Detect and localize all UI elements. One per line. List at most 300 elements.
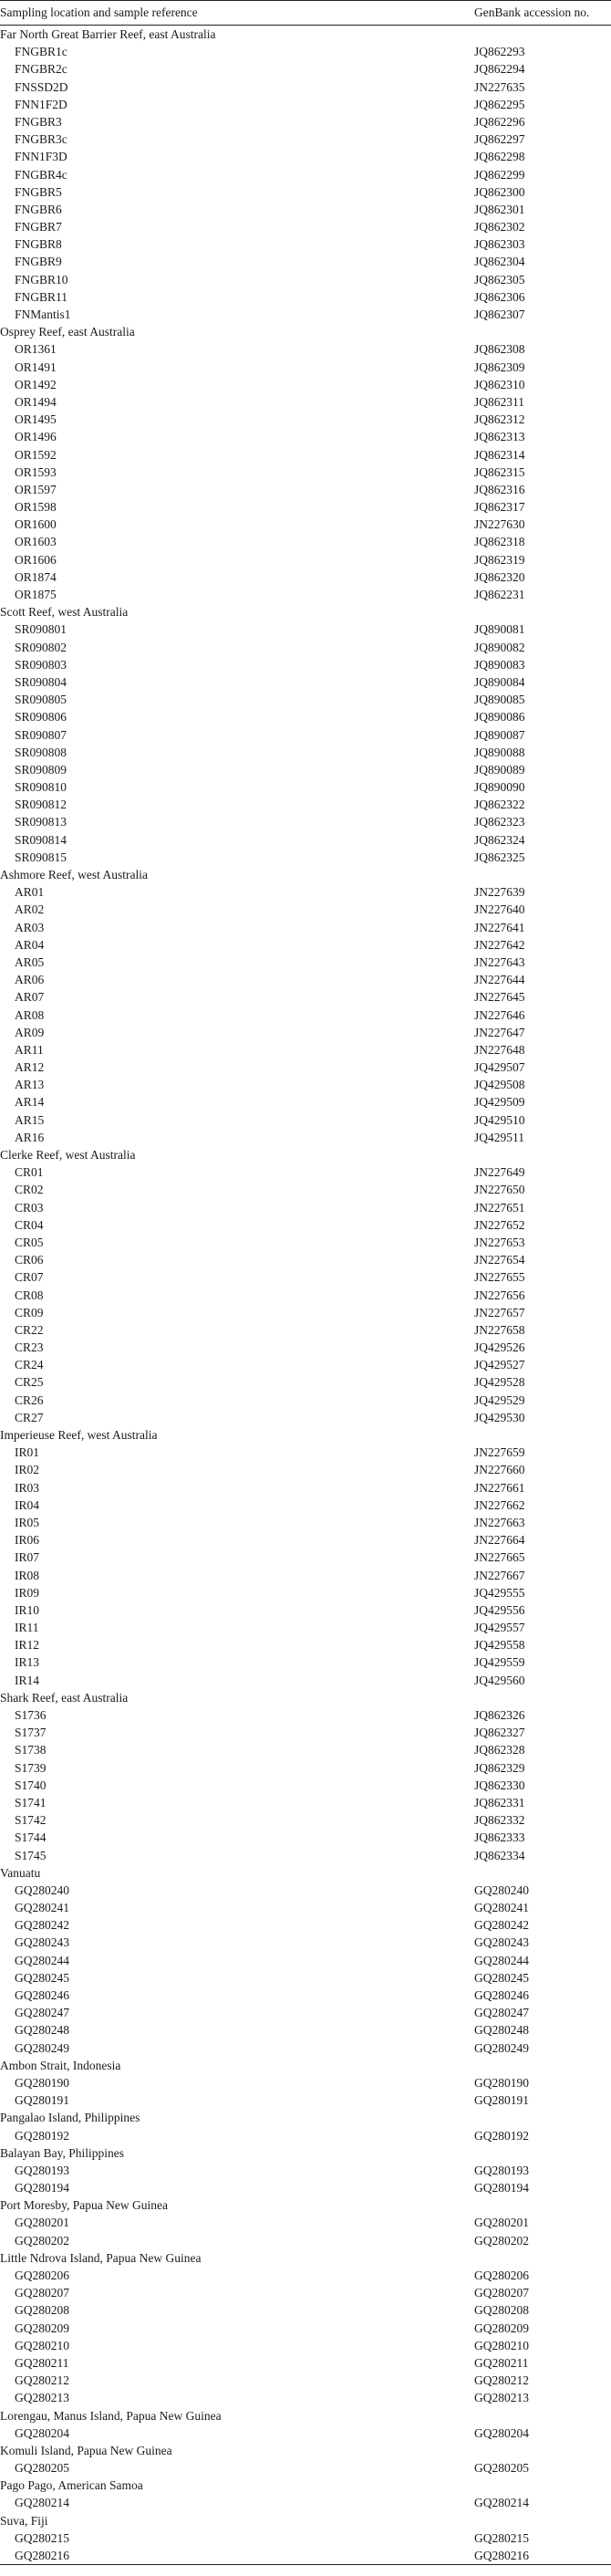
genbank-accession: GQ280243 [474,1935,529,1950]
location-row [0,2196,611,2214]
sample-row [0,1706,611,1724]
genbank-accession: JN227647 [474,1025,525,1039]
sample-reference: IR11 [15,1621,39,1635]
location-row [0,1146,611,1163]
sample-row [0,1059,611,1076]
genbank-accession: JN227641 [474,920,525,934]
sample-row [0,2232,611,2249]
sample-row [0,778,611,796]
sample-reference: IR09 [15,1585,39,1600]
sample-row [0,919,611,936]
sample-row [0,1461,611,1478]
location-row [0,2249,611,2267]
sample-reference: CR26 [15,1392,44,1407]
genbank-accession: GQ280211 [474,2355,529,2370]
sample-row [0,1653,611,1671]
sample-reference: IR06 [15,1533,39,1548]
sample-reference: IR03 [15,1480,39,1495]
location-name: Ashmore Reef, west Australia [0,868,148,881]
sample-row [0,586,611,603]
sample-reference: GQ280248 [15,2023,69,2038]
sample-reference: CR08 [15,1288,44,1302]
sample-row [0,1619,611,1636]
sample-row [0,2337,611,2354]
genbank-accession: JQ862301 [474,202,525,216]
genbank-accession: JQ429508 [474,1078,525,1092]
sample-reference: GQ280210 [15,2338,69,2352]
location-row [0,26,611,43]
sample-reference: GQ280242 [15,1918,69,1933]
sample-row [0,218,611,235]
sample-reference: AR12 [15,1060,45,1075]
sample-reference: OR1491 [15,360,57,374]
genbank-accession: JQ862323 [474,815,525,829]
header-accession-number: GenBank accession no. [474,5,590,19]
genbank-accession: JQ862316 [474,482,525,496]
sample-reference: GQ280206 [15,2268,69,2282]
sample-reference: FNGBR3 [15,114,62,129]
location-row [0,866,611,883]
sample-reference: FNGBR8 [15,237,62,252]
sample-reference: AR04 [15,937,45,952]
sample-reference: AR13 [15,1078,45,1092]
sample-row [0,2547,611,2564]
genbank-accession: JQ890087 [474,727,525,742]
sample-row [0,1024,611,1041]
sample-row [0,1531,611,1549]
sample-reference: OR1603 [15,535,57,549]
sample-row [0,1567,611,1584]
sample-reference: S1736 [15,1708,47,1722]
genbank-accession: GQ280212 [474,2373,529,2388]
sample-row [0,1759,611,1777]
genbank-accession: JN227667 [474,1568,525,1582]
genbank-accession: JQ862314 [474,447,525,462]
sample-row [0,411,611,428]
genbank-accession: GQ280191 [474,2093,529,2108]
genbank-accession: GQ280210 [474,2338,529,2352]
sample-row [0,1952,611,1969]
location-name: Clerke Reef, west Australia [0,1148,136,1162]
location-row [0,2144,611,2162]
genbank-accession: JQ862325 [474,850,525,864]
sample-row [0,1811,611,1829]
genbank-accession: GQ280204 [474,2425,529,2440]
genbank-accession: JN227652 [474,1217,525,1232]
sample-reference: GQ280193 [15,2163,69,2177]
genbank-accession: JQ862304 [474,255,525,269]
sample-row [0,2127,611,2144]
genbank-accession: JQ862231 [474,588,525,601]
sample-row [0,166,611,183]
genbank-accession: JQ890081 [474,622,525,637]
sample-reference: CR04 [15,1217,44,1232]
sample-reference: SR090814 [15,832,67,847]
sample-row [0,2425,611,2442]
location-row [0,603,611,621]
genbank-accession: GQ280215 [474,2530,529,2545]
sample-row [0,1847,611,1864]
sample-row [0,235,611,253]
sample-reference: CR05 [15,1235,44,1249]
sample-reference: AR05 [15,954,45,969]
genbank-accession: JQ429528 [474,1375,525,1390]
sample-row [0,201,611,218]
sample-row [0,2372,611,2389]
sample-row [0,1006,611,1024]
sample-row [0,656,611,673]
sample-reference: GQ280240 [15,1882,69,1897]
table-header [0,1,611,25]
sample-reference: GQ280216 [15,2549,69,2562]
genbank-accession: JQ862299 [474,167,525,182]
sample-row [0,2091,611,2109]
sample-reference: CR22 [15,1322,44,1337]
sample-row [0,2529,611,2547]
sample-row [0,1969,611,1987]
sample-reference: AR15 [15,1112,45,1127]
genbank-accession: GQ280194 [474,2181,529,2195]
sample-row [0,883,611,901]
table-body [0,26,611,2564]
sample-reference: OR1593 [15,464,57,479]
sample-row [0,288,611,306]
genbank-accession: JQ862311 [474,394,525,409]
location-name: Ambon Strait, Indonesia [0,2058,121,2072]
sample-row [0,1829,611,1846]
genbank-accession: JN227658 [474,1322,525,1337]
genbank-accession: GQ280216 [474,2549,529,2562]
sample-reference: FNGBR10 [15,272,68,287]
sample-row [0,1444,611,1461]
sample-reference: SR090813 [15,815,67,829]
sample-row [0,1321,611,1339]
genbank-accession: JN227654 [474,1253,525,1267]
sample-reference: SR090806 [15,710,67,725]
genbank-accession: JQ862329 [474,1760,525,1775]
sample-reference: IR12 [15,1638,39,1653]
genbank-accession: JN227650 [474,1183,525,1197]
genbank-accession: JQ429509 [474,1095,525,1110]
location-name: Pago Pago, American Samoa [0,2478,143,2493]
sample-reference: AR01 [15,885,45,900]
sample-row [0,1636,611,1653]
sample-reference: SR090809 [15,762,67,777]
sample-reference: OR1592 [15,447,57,462]
sample-row [0,2494,611,2511]
sample-row [0,60,611,78]
sample-reference: CR06 [15,1253,44,1267]
sample-row [0,1794,611,1811]
sample-reference: IR02 [15,1463,39,1477]
sample-reference: OR1875 [15,588,57,601]
sample-reference: GQ280246 [15,1988,69,2002]
genbank-accession: JN227644 [474,973,525,987]
sample-reference: OR1495 [15,412,57,427]
sample-row [0,2021,611,2039]
sample-reference: OR1492 [15,377,57,391]
sample-row [0,498,611,516]
sample-reference: S1739 [15,1760,47,1775]
location-name: Suva, Fiji [0,2513,48,2528]
sample-row [0,1076,611,1093]
sample-reference: GQ280243 [15,1935,69,1950]
sample-reference: AR16 [15,1130,45,1144]
sample-reference: IR14 [15,1673,39,1687]
genbank-accession: JN227661 [474,1480,525,1495]
sample-row [0,1304,611,1321]
genbank-accession: JN227659 [474,1445,525,1460]
genbank-accession: JQ890089 [474,762,525,777]
sample-row [0,1934,611,1951]
genbank-accession: GQ280245 [474,1970,529,1985]
sample-reference: IR08 [15,1568,39,1582]
sample-row [0,691,611,708]
genbank-accession: GQ280209 [474,2320,529,2335]
sample-row [0,1724,611,1741]
sample-row [0,1987,611,2004]
sample-reference: CR23 [15,1340,44,1355]
sample-row [0,1741,611,1758]
genbank-accession: GQ280242 [474,1918,529,1933]
sample-reference: GQ280194 [15,2181,69,2195]
genbank-accession: JQ862317 [474,500,525,515]
sample-reference: AR07 [15,990,45,1005]
genbank-accession: JN227643 [474,954,525,969]
sample-row [0,1163,611,1181]
header-sample-reference: Sampling location and sample reference [0,5,198,19]
location-row [0,1689,611,1706]
genbank-accession: JQ862306 [474,289,525,304]
genbank-accession: JN227645 [474,990,525,1005]
sample-row [0,639,611,656]
sample-row [0,1111,611,1129]
genbank-accession: GQ280207 [474,2286,529,2300]
genbank-accession: JN227630 [474,517,525,532]
sample-row [0,271,611,288]
sample-row [0,2039,611,2057]
genbank-accession: JN227664 [474,1533,525,1548]
location-name: Pangalao Island, Philippines [0,2111,140,2125]
sample-row [0,1392,611,1409]
sample-row [0,428,611,445]
sample-reference: FNGBR9 [15,255,62,269]
genbank-accession: JQ862298 [474,150,525,164]
sample-reference: IR04 [15,1497,39,1512]
genbank-accession: GQ280244 [474,1953,529,1967]
genbank-accession: JQ862295 [474,97,525,111]
sample-reference: S1740 [15,1778,47,1792]
location-row [0,1864,611,1882]
genbank-accession: JN227649 [474,1165,525,1180]
genbank-accession: JQ429529 [474,1392,525,1407]
location-name: Shark Reef, east Australia [0,1690,129,1705]
sample-reference: GQ280215 [15,2530,69,2545]
sample-reference: FNGBR5 [15,184,62,199]
genbank-accession: JQ429527 [474,1358,525,1372]
genbank-accession: GQ280190 [474,2075,529,2090]
sample-reference: GQ280207 [15,2286,69,2300]
genbank-accession: JQ890082 [474,640,525,654]
sample-reference: FNGBR4c [15,167,67,182]
sample-row [0,1497,611,1514]
genbank-accession: JQ862326 [474,1708,525,1722]
sample-row [0,2179,611,2196]
genbank-accession: JN227640 [474,902,525,917]
sample-reference: OR1874 [15,569,57,584]
genbank-accession: JQ862330 [474,1778,525,1792]
genbank-accession: JQ862334 [474,1848,525,1862]
sample-row [0,446,611,464]
sample-reference: GQ280244 [15,1953,69,1967]
sample-reference: OR1494 [15,394,57,409]
genbank-accession: JQ890085 [474,693,525,707]
genbank-accession: GQ280205 [474,2461,529,2476]
sample-reference: AR14 [15,1095,45,1110]
sample-row [0,43,611,60]
location-row [0,2109,611,2126]
sample-row [0,2301,611,2319]
sample-row [0,2354,611,2372]
sample-reference: FNGBR2c [15,62,67,77]
sample-reference: OR1606 [15,552,57,567]
sample-row [0,2214,611,2231]
sample-reference: AR08 [15,1007,45,1022]
genbank-accession: GQ280213 [474,2391,529,2405]
sample-reference: GQ280245 [15,1970,69,1985]
sample-row [0,849,611,866]
sample-row [0,2074,611,2091]
sample-reference: FNGBR7 [15,220,62,235]
sample-row [0,1549,611,1566]
sample-reference: OR1597 [15,482,57,496]
genbank-accession: GQ280247 [474,2006,529,2020]
sample-row [0,130,611,148]
sample-reference: S1737 [15,1726,47,1740]
location-name: Osprey Reef, east Australia [0,325,135,339]
sample-reference: GQ280249 [15,2040,69,2055]
sample-reference: AR06 [15,973,45,987]
sample-row [0,813,611,830]
sample-row [0,393,611,411]
genbank-accession: GQ280202 [474,2233,529,2247]
sample-reference: OR1600 [15,517,57,532]
sample-row [0,1268,611,1286]
genbank-accession: GQ280241 [474,1901,529,1915]
location-row [0,1426,611,1444]
genbank-accession: JN227662 [474,1497,525,1512]
sample-reference: IR13 [15,1655,39,1670]
location-name: Far North Great Barrier Reef, east Australia [0,27,216,41]
sample-reference: S1738 [15,1743,47,1757]
sample-reference: FNN1F2D [15,97,67,111]
genbank-accession: JQ890088 [474,745,525,759]
genbank-accession: JN227651 [474,1200,525,1215]
sample-row [0,2004,611,2021]
sample-reference: SR090808 [15,745,67,759]
genbank-accession: JQ429557 [474,1621,525,1635]
genbank-accession: JQ862296 [474,114,525,129]
sample-reference: GQ280208 [15,2303,69,2318]
location-row [0,2407,611,2425]
sample-row [0,113,611,130]
genbank-accession: JQ890083 [474,657,525,672]
genbank-accession: JQ429559 [474,1655,525,1670]
genbank-accession: GQ280201 [474,2216,529,2230]
sample-reference: SR090812 [15,798,67,812]
sample-row [0,1584,611,1601]
sample-row [0,796,611,813]
sample-reference: FNGBR6 [15,202,62,216]
genbank-accession: GQ280249 [474,2040,529,2055]
sample-row [0,376,611,393]
sample-reference: FNGBR3c [15,132,67,147]
sample-reference: SR090804 [15,674,67,689]
sample-reference: S1745 [15,1848,47,1862]
genbank-accession: JN227655 [474,1270,525,1285]
genbank-accession: JQ429560 [474,1673,525,1687]
sample-row [0,568,611,586]
sample-reference: FNSSD2D [15,79,68,94]
sample-row [0,96,611,113]
sample-reference: GQ280213 [15,2391,69,2405]
location-name: Port Moresby, Papua New Guinea [0,2198,168,2213]
sample-row [0,148,611,165]
sample-reference: CR02 [15,1183,44,1197]
location-name: Lorengau, Manus Island, Papua New Guinea [0,2408,222,2423]
location-name: Komuli Island, Papua New Guinea [0,2443,172,2457]
sample-reference: SR090815 [15,850,67,864]
sample-reference: SR090802 [15,640,67,654]
sample-reference: S1741 [15,1795,47,1809]
genbank-accession: JQ429507 [474,1060,525,1075]
genbank-accession: JN227648 [474,1042,525,1057]
sample-row [0,971,611,988]
sample-row [0,1777,611,1794]
sample-reference: FNGBR11 [15,289,68,304]
sample-row [0,761,611,778]
sample-row [0,1287,611,1304]
sample-row [0,1251,611,1268]
sample-row [0,1601,611,1619]
sample-row [0,1234,611,1251]
genbank-accession: JQ862310 [474,377,525,391]
genbank-accession: JQ862315 [474,464,525,479]
genbank-accession: JQ862300 [474,184,525,199]
genbank-accession: JQ890086 [474,710,525,725]
genbank-accession: JQ429510 [474,1112,525,1127]
genbank-accession: JQ862309 [474,360,525,374]
genbank-accession: GQ280193 [474,2163,529,2177]
sample-reference: GQ280202 [15,2233,69,2247]
location-name: Little Ndrova Island, Papua New Guinea [0,2250,202,2265]
sample-row [0,901,611,918]
sample-reference: S1742 [15,1813,47,1828]
sample-row [0,621,611,638]
genbank-accession: JN227653 [474,1235,525,1249]
sample-row [0,673,611,691]
sample-reference: S1744 [15,1830,47,1845]
sample-row [0,1129,611,1146]
location-row [0,323,611,340]
location-row [0,2057,611,2074]
location-name: Vanuatu [0,1865,41,1880]
sample-reference: GQ280204 [15,2425,69,2440]
genbank-accession: JN227642 [474,937,525,952]
sample-reference: GQ280190 [15,2075,69,2090]
genbank-accession: GQ280248 [474,2023,529,2038]
sample-row [0,2162,611,2179]
